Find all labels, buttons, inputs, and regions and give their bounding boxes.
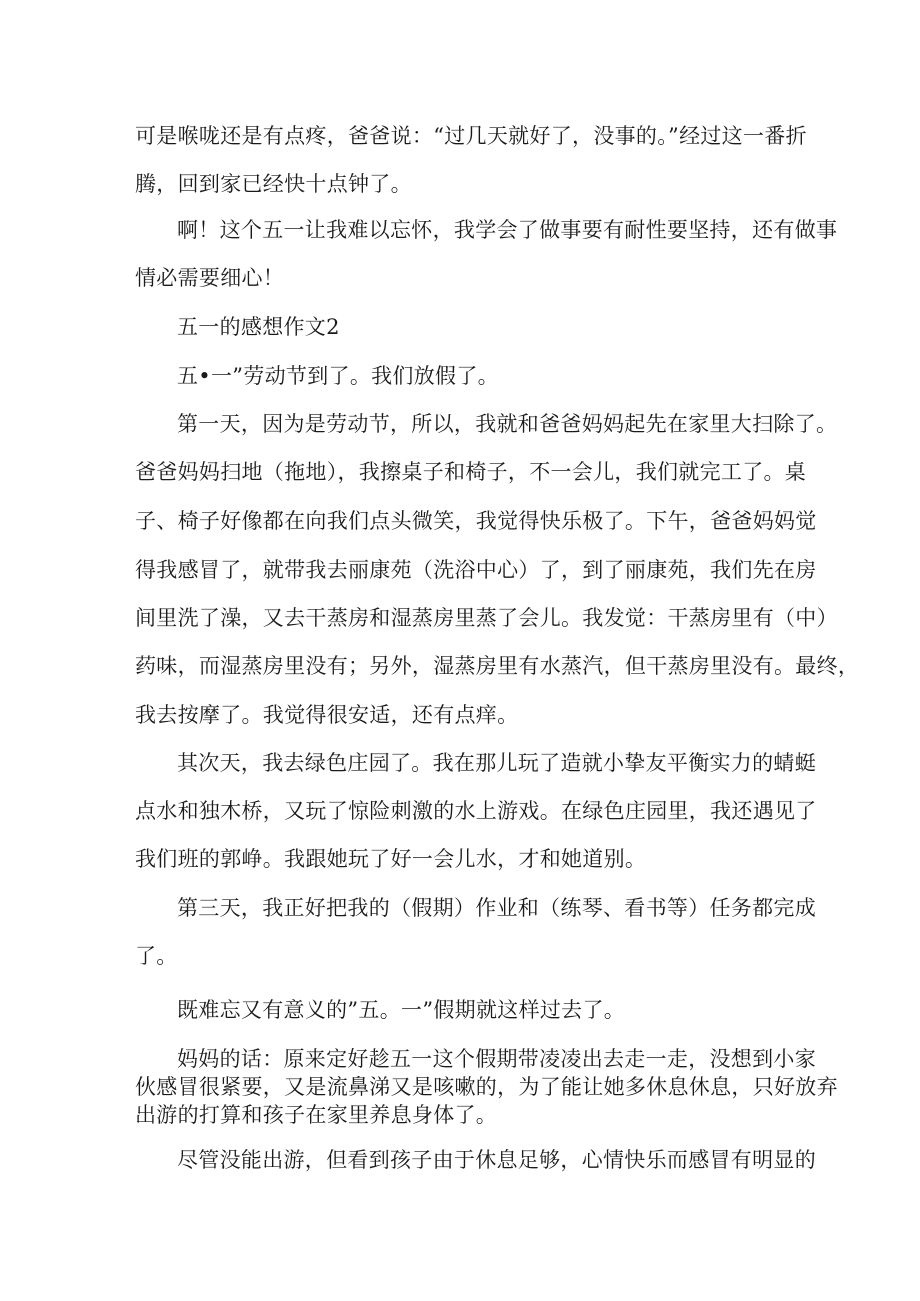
text-line: 其次天，我去绿色庄园了。我在那儿玩了造就小挚友平衡实力的蜻蜓 <box>177 751 816 775</box>
text-line: 出游的打算和孩子在家里养息身体了。 <box>135 1103 498 1127</box>
text-line: 第三天，我正好把我的（假期）作业和（练琴、看书等）任务都完成 <box>177 896 816 920</box>
text-line: 我去按摩了。我觉得很安适，还有点痒。 <box>135 703 519 727</box>
text-line: 可是喉咙还是有点疼，爸爸说：“过几天就好了，没事的。”经过这一番折 <box>135 124 807 148</box>
text-line: 得我感冒了，就带我去丽康苑（洗浴中心）了，到了丽康苑，我们先在房 <box>135 558 817 582</box>
text-line: 第一天，因为是劳动节，所以，我就和爸爸妈妈起先在家里大扫除了。 <box>177 412 838 436</box>
text-line: 伙感冒很紧要，又是流鼻涕又是咳嗽的，为了能让她多休息休息，只好放弃 <box>135 1075 838 1099</box>
text-line: 尽管没能出游，但看到孩子由于休息足够，心情快乐而感冒有明显的 <box>177 1148 816 1172</box>
text-line: 间里洗了澡，又去干蒸房和湿蒸房里蒸了会儿。我发觉：干蒸房里有（中） <box>135 606 838 630</box>
text-line: 点水和独木桥，又玩了惊险刺激的水上游戏。在绿色庄园里，我还遇见了 <box>135 799 817 823</box>
text-line: 爸爸妈妈扫地（拖地），我擦桌子和椅子，不一会儿，我们就完工了。桌 <box>135 460 807 484</box>
text-line: 药味，而湿蒸房里没有；另外，湿蒸房里有水蒸汽，但干蒸房里没有。最终， <box>135 654 860 678</box>
text-line: 了。 <box>135 944 178 968</box>
text-line: 五•一”劳动节到了。我们放假了。 <box>177 364 499 388</box>
text-line: 我们班的郭峥。我跟她玩了好一会儿水，才和她道别。 <box>135 847 647 871</box>
text-line: 子、椅子好像都在向我们点头微笑，我觉得快乐极了。下午，爸爸妈妈觉 <box>135 509 817 533</box>
text-line: 情必需要细心！ <box>135 266 285 290</box>
section-heading: 五一的感想作文2 <box>177 315 340 339</box>
text-line: 妈妈的话：原来定好趁五一这个假期带凌凌出去走一走，没想到小家 <box>177 1047 816 1071</box>
text-line: 腾，回到家已经快十点钟了。 <box>135 172 412 196</box>
text-line: 既难忘又有意义的”五。一”假期就这样过去了。 <box>177 998 626 1022</box>
text-line: 啊！这个五一让我难以忘怀，我学会了做事要有耐性要坚持，还有做事 <box>177 218 838 242</box>
